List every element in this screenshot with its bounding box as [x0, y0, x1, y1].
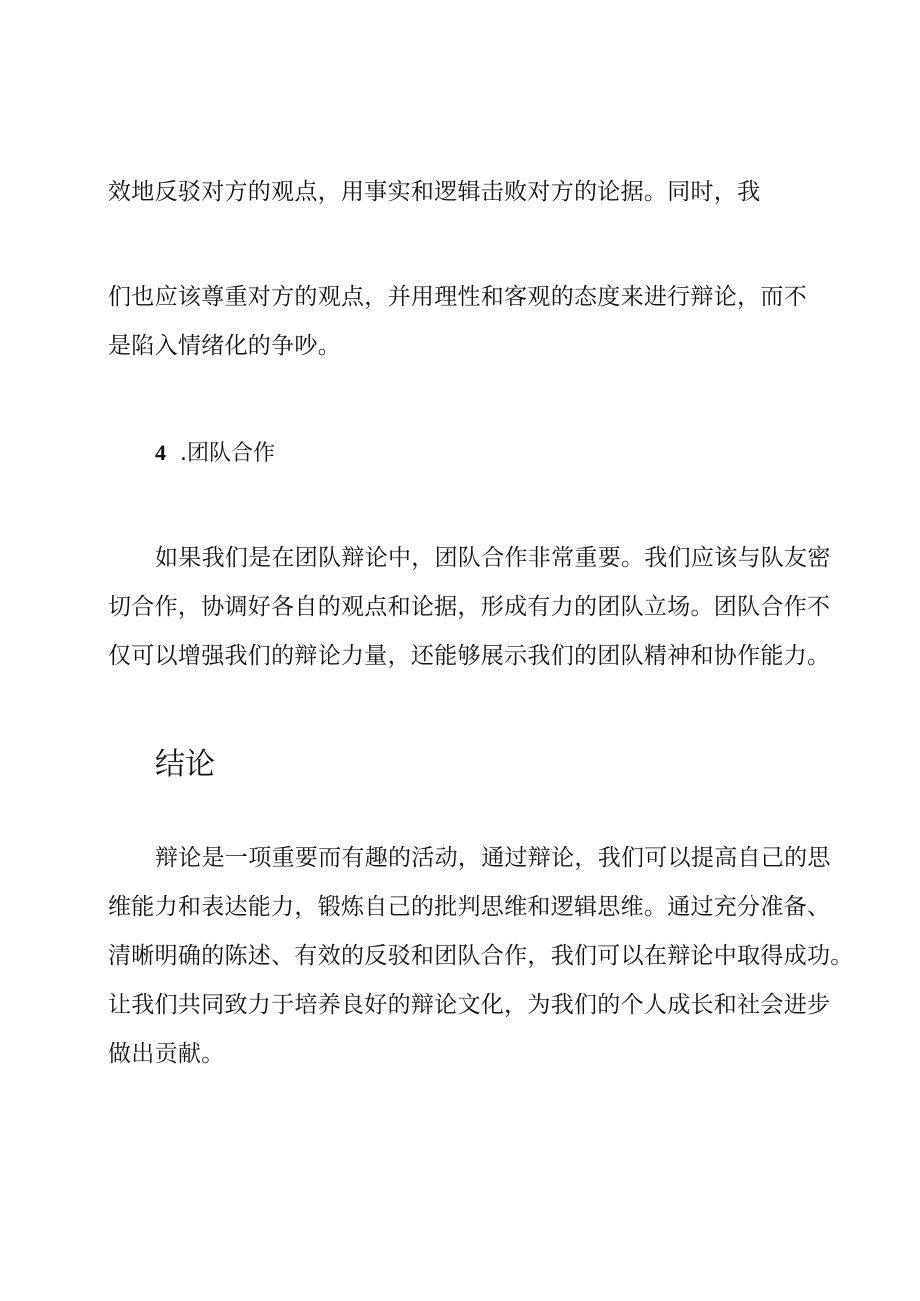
- section-heading-text: .团队合作: [180, 441, 275, 466]
- paragraph-line: 切合作，协调好各自的观点和论据，形成有力的团队立场。团队合作不: [108, 594, 831, 620]
- paragraph-line: 做出贡献。: [108, 1041, 225, 1067]
- paragraph-line: 辩论是一项重要而有趣的活动，通过辩论，我们可以提高自己的思: [155, 845, 831, 871]
- conclusion-title: 结论: [155, 747, 215, 782]
- paragraph-line: 是陷入情绪化的争吵。: [108, 333, 341, 359]
- paragraph-line: 维能力和表达能力，锻炼自己的批判思维和逻辑思维。通过充分准备、: [108, 894, 831, 920]
- paragraph-line: 效地反驳对方的观点，用事实和逻辑击败对方的论据。同时，我: [108, 179, 761, 205]
- section-heading: [155, 438, 275, 469]
- section-number: 4: [155, 440, 166, 465]
- paragraph-line: 让我们共同致力于培养良好的辩论文化，为我们的个人成长和社会进步: [108, 992, 831, 1018]
- paragraph-line: 清晰明确的陈述、有效的反驳和团队合作，我们可以在辩论中取得成功。: [108, 943, 854, 969]
- paragraph-line: 们也应该尊重对方的观点，并用理性和客观的态度来进行辩论，而不: [108, 284, 807, 310]
- paragraph-line: 如果我们是在团队辩论中，团队合作非常重要。我们应该与队友密: [155, 545, 831, 571]
- paragraph-line: 仅可以增强我们的辩论力量，还能够展示我们的团队精神和协作能力。: [108, 643, 831, 669]
